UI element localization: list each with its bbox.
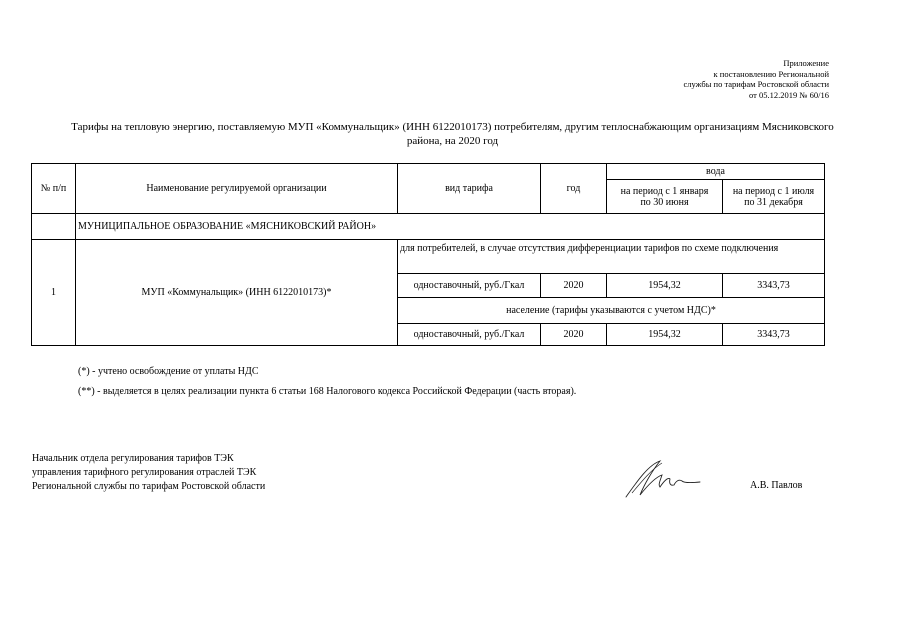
group-label: для потребителей, в случае отсутствия дифференциации тарифов по схеме подключения: [398, 240, 825, 274]
appendix-line: от 05.12.2019 № 60/16: [749, 89, 829, 100]
section-title: МУНИЦИПАЛЬНОЕ ОБРАЗОВАНИЕ «МЯСНИКОВСКИЙ РАЙОН»: [76, 214, 825, 240]
tariff-type-cell: одноставочный, руб./Гкал: [398, 324, 541, 346]
row-organization: МУП «Коммунальщик» (ИНН 6122010173)*: [76, 240, 398, 346]
year-cell: 2020: [541, 274, 607, 298]
title-line: Тарифы на тепловую энергию, поставляемую МУП «Коммунальщик» (ИНН 6122010173) потребителям, другим теплоснабжающим организациям Мясниковского: [71, 121, 834, 133]
group-label: население (тарифы указываются с учетом НДС)*: [398, 298, 825, 324]
header-period1-line: по 30 июня: [640, 196, 689, 208]
period1-value: 1954,32: [607, 324, 723, 346]
period2-value: 3343,73: [723, 324, 825, 346]
appendix-block: [683, 58, 829, 100]
header-period2-line: по 31 декабря: [744, 196, 803, 208]
tariffs-table: [31, 163, 825, 346]
header-year: год: [541, 164, 607, 214]
header-period2: [723, 180, 825, 214]
signer-position-line: управления тарифного регулирования отраслей ТЭК: [32, 467, 257, 478]
header-group-water: вода: [607, 164, 825, 180]
signer-position-line: Региональной службы по тарифам Ростовской области: [32, 481, 266, 492]
row-number: 1: [32, 240, 76, 346]
header-number: № п/п: [32, 164, 76, 214]
appendix-line: службы по тарифам Ростовской области: [683, 79, 829, 89]
section-empty-cell: [32, 214, 76, 240]
footnotes: [78, 362, 576, 402]
year-cell: 2020: [541, 324, 607, 346]
title-line: района, на 2020 год: [406, 135, 499, 147]
period2-value: 3343,73: [723, 274, 825, 298]
signer-position-line: Начальник отдела регулирования тарифов ТЭК: [32, 453, 234, 464]
header-period2-line: на период с 1 июля: [732, 185, 815, 197]
tariff-type-cell: одноставочный, руб./Гкал: [398, 274, 541, 298]
document-title: [30, 120, 875, 148]
header-period1: [607, 180, 723, 214]
signer-block: [32, 452, 265, 494]
period1-value: 1954,32: [607, 274, 723, 298]
header-period1-line: на период с 1 января: [620, 185, 709, 197]
appendix-line: к постановлению Региональной: [713, 68, 829, 79]
footnote: (*) - учтено освобождение от уплаты НДС: [78, 366, 259, 377]
header-tariff-type: вид тарифа: [398, 164, 541, 214]
footnote: (**) - выделяется в целях реализации пункта 6 статьи 168 Налогового кодекса Российской Федерации (часть вторая).: [78, 386, 577, 397]
header-organization: Наименование регулируемой организации: [76, 164, 398, 214]
signer-name: А.В. Павлов: [750, 480, 803, 491]
handwritten-signature: [622, 455, 702, 500]
appendix-line: Приложение: [783, 58, 829, 68]
